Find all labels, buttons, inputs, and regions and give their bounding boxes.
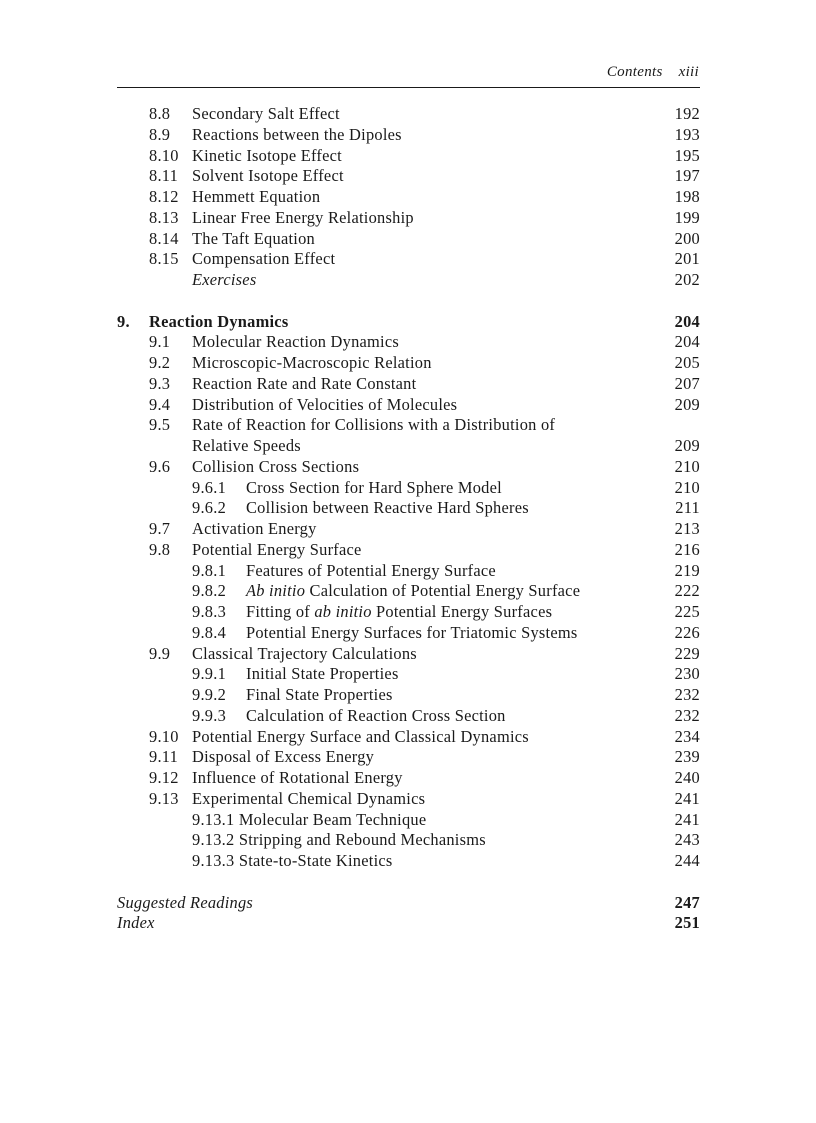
entry-page: 225: [674, 602, 700, 621]
toc-entry-9-13-2[interactable]: [117, 830, 700, 851]
entry-title-rest: Calculation of Potential Energy Surface: [305, 581, 581, 601]
entry-title: Suggested Readings: [117, 892, 254, 912]
entry-title: Collision Cross Sections: [192, 456, 360, 476]
entry-number: 8.9: [149, 124, 171, 144]
entry-number: 9.9: [149, 643, 171, 663]
entry-number: 9.13.3 State-to-State Kinetics: [192, 851, 393, 870]
toc-entry-9-13-1[interactable]: [117, 810, 700, 831]
entry-page: 216: [674, 539, 700, 559]
toc-entry-9-10[interactable]: [117, 727, 700, 748]
entry-title: Exercises: [192, 270, 257, 289]
entry-page: 205: [674, 353, 700, 372]
entry-title: Kinetic Isotope Effect: [192, 145, 342, 165]
toc-entry-9-9[interactable]: [117, 644, 700, 665]
entry-title: The Taft Equation: [192, 228, 315, 248]
entry-title: Microscopic-Macroscopic Relation: [192, 353, 432, 372]
chapter-number: 9.: [117, 311, 130, 331]
entry-page: 219: [674, 560, 700, 580]
entry-page: 241: [674, 788, 700, 808]
entry-page: 241: [674, 809, 700, 829]
entry-page: 232: [674, 685, 700, 704]
entry-title: Final State Properties: [246, 685, 393, 704]
entry-number: 9.10: [149, 726, 179, 746]
entry-page: 210: [674, 477, 700, 497]
entry-title: [246, 602, 552, 623]
toc-entry-9-6[interactable]: [117, 457, 700, 478]
toc-entry-9-9-1[interactable]: [117, 664, 700, 685]
page-number-roman: xiii: [678, 64, 699, 80]
entry-title: Secondary Salt Effect: [192, 104, 340, 123]
toc-entry-9-8-4[interactable]: [117, 623, 700, 644]
toc-entry-8-12[interactable]: [117, 187, 700, 208]
entry-number: 9.12: [149, 768, 179, 787]
entry-page: 232: [674, 705, 700, 725]
toc-entry-8-9[interactable]: [117, 125, 700, 146]
entry-title-pre: Fitting of: [246, 602, 315, 621]
entry-page: 199: [674, 207, 700, 227]
toc-entry-8-10[interactable]: [117, 146, 700, 167]
entry-title: Index: [117, 913, 155, 933]
toc-entry-8-15[interactable]: [117, 249, 700, 270]
entry-page: 200: [674, 228, 700, 248]
entry-page: 195: [674, 145, 700, 165]
entry-title: Reactions between the Dipoles: [192, 124, 402, 144]
entry-title: Initial State Properties: [246, 664, 399, 684]
entry-page: 230: [674, 664, 700, 684]
toc-entry-exercises[interactable]: [117, 270, 700, 291]
entry-title: Potential Energy Surface: [192, 539, 362, 559]
entry-page: 213: [674, 519, 700, 538]
entry-number: 9.9.3: [192, 705, 227, 725]
entry-page: 202: [674, 270, 700, 289]
entry-page: 211: [675, 498, 700, 518]
entry-page: 204: [674, 332, 700, 352]
entry-title: Disposal of Excess Energy: [192, 747, 375, 767]
toc-entry-9-7[interactable]: [117, 519, 700, 540]
toc-entry-9-13[interactable]: [117, 789, 700, 810]
entry-title-rest: Potential Energy Surfaces: [371, 602, 553, 621]
entry-page: 209: [674, 394, 700, 414]
entry-page: 209: [674, 436, 700, 455]
toc-index[interactable]: [117, 913, 700, 934]
toc-entry-9-5-cont[interactable]: [117, 436, 700, 457]
entry-page: 210: [674, 456, 700, 476]
entry-page: 193: [674, 124, 700, 144]
toc-spacer: [117, 872, 700, 893]
entry-title-line1: Rate of Reaction for Collisions with a Distribution of: [192, 415, 556, 435]
toc-entry-8-14[interactable]: [117, 229, 700, 250]
entry-number: 9.6: [149, 456, 171, 476]
entry-number: 8.11: [149, 166, 179, 186]
entry-page: 226: [674, 622, 700, 642]
entry-title: Molecular Reaction Dynamics: [192, 332, 400, 352]
entry-page: 240: [674, 768, 700, 787]
entry-number: 9.8.2: [192, 581, 227, 601]
entry-number: 8.13: [149, 207, 179, 227]
toc-entry-9-9-3[interactable]: [117, 706, 700, 727]
entry-title: Features of Potential Energy Surface: [246, 560, 496, 580]
entry-page: 207: [674, 373, 700, 393]
entry-page: 192: [674, 104, 700, 123]
entry-number: 9.5: [149, 415, 171, 435]
entry-number: 9.9.2: [192, 685, 227, 704]
entry-page: 197: [674, 166, 700, 186]
entry-page: 243: [674, 830, 700, 850]
entry-number: 9.13.2 Stripping and Rebound Mechanisms: [192, 830, 486, 850]
entry-number: 9.8: [149, 539, 171, 559]
entry-title: Experimental Chemical Dynamics: [192, 788, 426, 808]
toc-entry-9-2[interactable]: [117, 353, 700, 374]
chapter-title: Reaction Dynamics: [149, 311, 289, 331]
entry-number: 8.14: [149, 228, 179, 248]
entry-number: 9.8.1: [192, 560, 227, 580]
entry-title: Linear Free Energy Relationship: [192, 207, 414, 227]
entry-title-line2: Relative Speeds: [192, 436, 301, 455]
entry-number: 9.6.1: [192, 477, 227, 497]
entry-number: 8.10: [149, 145, 179, 165]
entry-number: 9.11: [149, 747, 179, 767]
toc-entry-8-13[interactable]: [117, 208, 700, 229]
header-rule: [117, 87, 700, 88]
entry-page: 234: [674, 726, 700, 746]
toc-entry-9-8-1[interactable]: [117, 561, 700, 582]
entry-page: 222: [674, 581, 700, 601]
running-title: Contents: [606, 64, 663, 80]
entry-title: Classical Trajectory Calculations: [192, 643, 417, 663]
toc-entry-9-8[interactable]: [117, 540, 700, 561]
entry-title: Collision between Reactive Hard Spheres: [246, 498, 529, 518]
entry-page: 201: [674, 249, 700, 269]
entry-number: 9.9.1: [192, 664, 227, 684]
entry-number: 9.13: [149, 788, 179, 808]
entry-title: Activation Energy: [192, 519, 317, 538]
entry-number: 9.8.3: [192, 602, 227, 621]
toc-entry-9-6-2[interactable]: [117, 498, 700, 519]
entry-number: 9.7: [149, 519, 171, 538]
entry-number: 9.1: [149, 332, 171, 352]
entry-title: Calculation of Reaction Cross Section: [246, 705, 506, 725]
entry-number: 9.8.4: [192, 622, 227, 642]
entry-title: Hemmett Equation: [192, 187, 321, 206]
entry-number: 8.8: [149, 104, 171, 123]
entry-page: 229: [674, 643, 700, 663]
entry-number: 9.13.1 Molecular Beam Technique: [192, 809, 427, 829]
entry-title: [246, 581, 580, 602]
entry-page: 251: [674, 913, 700, 933]
entry-title: Cross Section for Hard Sphere Model: [246, 477, 502, 497]
toc-entry-9-11[interactable]: [117, 747, 700, 768]
entry-title: Distribution of Velocities of Molecules: [192, 394, 458, 414]
toc-entry-9-6-1[interactable]: [117, 478, 700, 499]
entry-number: 9.6.2: [192, 498, 227, 518]
toc-entry-8-11[interactable]: [117, 166, 700, 187]
toc-entry-9-3[interactable]: [117, 374, 700, 395]
toc-entry-9-9-2[interactable]: [117, 685, 700, 706]
entry-number: 9.2: [149, 353, 171, 372]
entry-number: 9.3: [149, 373, 171, 393]
toc-entry-9-8-2[interactable]: [117, 581, 700, 602]
entry-title: Potential Energy Surfaces for Triatomic Systems: [246, 622, 578, 642]
toc-entry-9-13-3[interactable]: [117, 851, 700, 872]
entry-number: 9.4: [149, 394, 171, 414]
entry-number: 8.12: [149, 187, 179, 206]
toc-entry-9-12[interactable]: [117, 768, 700, 789]
toc-chapter-9[interactable]: [117, 312, 700, 333]
toc-entry-9-8-3[interactable]: [117, 602, 700, 623]
entry-page: 239: [674, 747, 700, 767]
entry-title: Compensation Effect: [192, 249, 336, 269]
entry-title: Potential Energy Surface and Classical Dynamics: [192, 726, 529, 746]
toc-spacer: [117, 291, 700, 312]
running-head: [607, 64, 699, 81]
table-of-contents: [117, 104, 700, 934]
entry-page: 198: [674, 187, 700, 206]
toc-entry-9-1[interactable]: [117, 332, 700, 353]
toc-entry-8-8[interactable]: [117, 104, 700, 125]
chapter-page: 204: [674, 311, 700, 331]
entry-title: Solvent Isotope Effect: [192, 166, 344, 186]
entry-page: 244: [674, 851, 700, 870]
toc-page: [117, 0, 700, 1123]
entry-title: Influence of Rotational Energy: [192, 768, 403, 787]
entry-title: Reaction Rate and Rate Constant: [192, 373, 417, 393]
toc-entry-9-4[interactable]: [117, 395, 700, 416]
entry-page: 247: [674, 892, 700, 912]
entry-title-italic: Ab initio: [246, 581, 306, 601]
entry-title-italic: ab initio: [314, 602, 372, 621]
entry-number: 8.15: [149, 249, 179, 269]
toc-entry-9-5[interactable]: [117, 415, 700, 436]
toc-suggested-readings[interactable]: [117, 893, 700, 914]
